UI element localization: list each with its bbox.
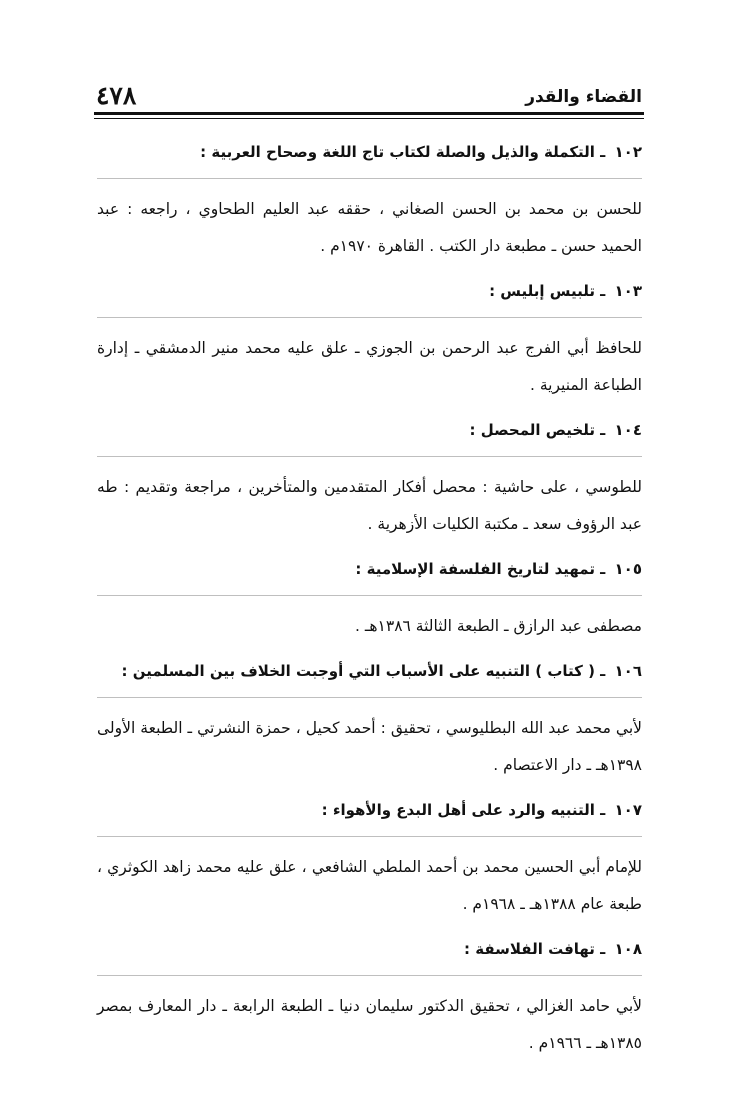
bibliography-entry [97, 657, 642, 784]
page-number: ٤٧٨ [96, 81, 137, 110]
header-rule-thin [94, 118, 644, 119]
entry-divider [97, 456, 642, 457]
entry-divider [97, 975, 642, 976]
bibliography-entry [97, 277, 642, 404]
bibliography-entry [97, 555, 642, 645]
entry-number: ١٠٤ [614, 421, 642, 439]
entry-number: ١٠٢ [614, 143, 642, 161]
entry-title: ١٠٥ ـ تمهيد لتاريخ الفلسفة الإسلامية : [355, 560, 642, 578]
page-header [96, 76, 642, 110]
entry-title: ١٠٧ ـ التنبيه والرد على أهل البدع والأهواء : [321, 801, 642, 819]
entry-number: ١٠٦ [614, 662, 642, 680]
entry-body: للإمام أبي الحسين محمد بن أحمد الملطي الشافعي ، علق عليه محمد زاهد الكوثري ، طبعة عام ١٣٨٨هـ ـ ١٩٦٨م . [97, 858, 642, 913]
entry-number: ١٠٧ [614, 801, 642, 819]
entry-number: ١٠٥ [614, 560, 642, 578]
entry-title-text: تلبيس إبليس : [489, 282, 595, 300]
bibliography-entry [97, 935, 642, 1062]
bibliography-list [97, 138, 642, 1074]
entry-divider [97, 836, 642, 837]
header-rule-thick [94, 112, 644, 115]
entry-divider [97, 697, 642, 698]
entry-title-text: التنبيه والرد على أهل البدع والأهواء : [321, 801, 595, 819]
entry-title-text: تمهيد لتاريخ الفلسفة الإسلامية : [355, 560, 595, 578]
entry-title-text: تلخيص المحصل : [469, 421, 595, 439]
entry-number: ١٠٨ [614, 940, 642, 958]
entry-title-text: تهافت الفلاسفة : [464, 940, 595, 958]
entry-body: لأبي حامد الغزالي ، تحقيق الدكتور سليمان دنيا ـ الطبعة الرابعة ـ دار المعارف بمصر ١٣٨٥هـ ـ ١٩٦٦م . [97, 997, 642, 1052]
bibliography-entry [97, 796, 642, 923]
entry-number: ١٠٣ [614, 282, 642, 300]
entry-divider [97, 178, 642, 179]
entry-body: للحافظ أبي الفرج عبد الرحمن بن الجوزي ـ علق عليه محمد منير الدمشقي ـ إدارة الطباعة المنيرية . [97, 339, 642, 394]
entry-title-text: ( كتاب ) التنبيه على الأسباب التي أوجبت الخلاف بين المسلمين : [121, 662, 595, 680]
running-title: القضاء والقدر [525, 87, 642, 107]
entry-divider [97, 595, 642, 596]
entry-title: ١٠٤ ـ تلخيص المحصل : [469, 421, 642, 439]
entry-title: ١٠٢ ـ التكملة والذيل والصلة لكتاب تاج اللغة وصحاح العربية : [200, 143, 642, 161]
entry-divider [97, 317, 642, 318]
entry-body: للطوسي ، على حاشية : محصل أفكار المتقدمين والمتأخرين ، مراجعة وتقديم : طه عبد الرؤوف سعد ـ مكتبة الكليات الأزهرية . [97, 478, 642, 533]
entry-body: للحسن بن محمد بن الحسن الصغاني ، حققه عبد العليم الطحاوي ، راجعه : عبد الحميد حسن ـ مطبعة دار الكتب . القاهرة ١٩٧٠م . [97, 200, 642, 255]
bibliography-entry [97, 416, 642, 543]
entry-title: ١٠٦ ـ ( كتاب ) التنبيه على الأسباب التي أوجبت الخلاف بين المسلمين : [121, 662, 642, 680]
entry-body: لأبي محمد عبد الله البطليوسي ، تحقيق : أحمد كحيل ، حمزة النشرتي ـ الطبعة الأولى ١٣٩٨هـ ـ دار الاعتصام . [97, 719, 642, 774]
bibliography-entry [97, 138, 642, 265]
entry-title: ١٠٣ ـ تلبيس إبليس : [489, 282, 642, 300]
entry-title-text: التكملة والذيل والصلة لكتاب تاج اللغة وصحاح العربية : [200, 143, 595, 161]
entry-title: ١٠٨ ـ تهافت الفلاسفة : [464, 940, 642, 958]
entry-body: مصطفى عبد الرازق ـ الطبعة الثالثة ١٣٨٦هـ . [354, 617, 642, 635]
